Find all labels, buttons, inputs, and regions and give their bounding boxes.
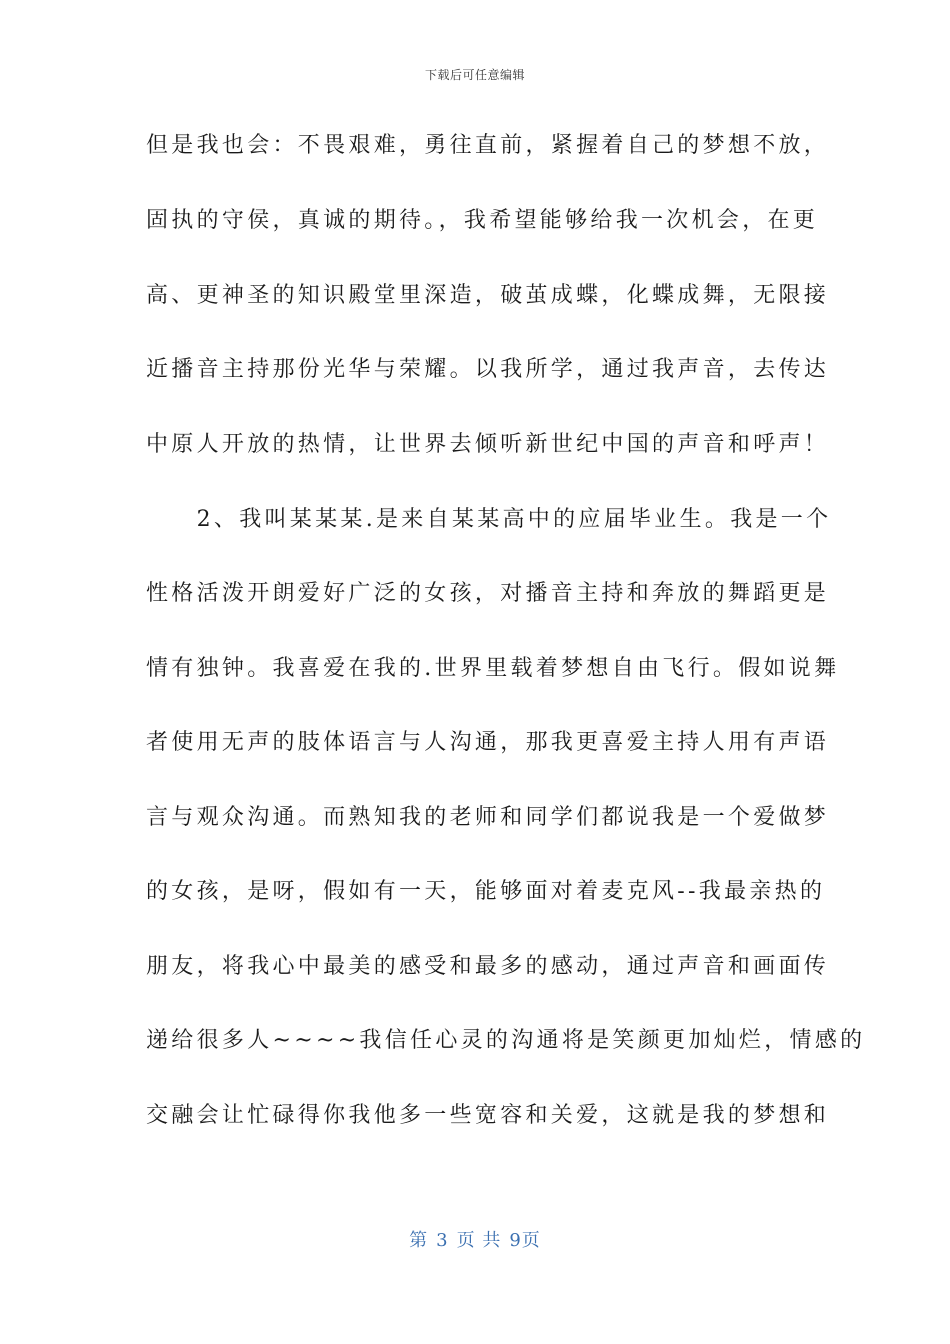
- text-line: 但是我也会：不畏艰难，勇往直前，紧握着自己的梦想不放，: [146, 133, 830, 158]
- text-line: 近播音主持那份光华与荣耀。以我所学，通过我声音，去传达: [146, 357, 830, 382]
- footer-middle: 页 共: [456, 1230, 502, 1251]
- text-line: 固执的守侯，真诚的期待。，我希望能够给我一次机会，在更: [146, 208, 819, 233]
- text-line: 高、更神圣的知识殿堂里深造，破茧成蝶，化蝶成舞，无限接: [146, 283, 830, 308]
- footer-total: 9页: [509, 1230, 541, 1251]
- text-line: 情有独钟。我喜爱在我的.世界里载着梦想自由飞行。假如说舞: [146, 656, 840, 681]
- text-line: 递给很多人~~~~我信任心灵的沟通将是笑颜更加灿烂，情感的: [146, 1028, 866, 1053]
- text-line: 性格活泼开朗爱好广泛的女孩，对播音主持和奔放的舞蹈更是: [146, 581, 830, 606]
- text-line: 者使用无声的肢体语言与人沟通，那我更喜爱主持人用有声语: [146, 730, 830, 755]
- text-line: 中原人开放的热情，让世界去倾听新世纪中国的声音和呼声！: [146, 432, 830, 457]
- page-footer: [0, 1226, 950, 1252]
- footer-page-number: 3: [436, 1230, 449, 1251]
- text-line: 2、我叫某某某.是来自某某高中的应届毕业生。我是一个: [146, 507, 832, 532]
- text-line: 朋友，将我心中最美的感受和最多的感动，通过声音和画面传: [146, 954, 830, 979]
- page-header-note: 下载后可任意编辑: [424, 68, 525, 82]
- footer-prefix: 第: [409, 1230, 429, 1251]
- text-line: 的女孩，是呀，假如有一天，能够面对着麦克风--我最亲热的: [146, 879, 826, 904]
- text-line: 交融会让忙碌得你我他多一些宽容和关爱，这就是我的梦想和: [146, 1103, 830, 1128]
- text-line: 言与观众沟通。而熟知我的老师和同学们都说我是一个爱做梦: [146, 805, 830, 830]
